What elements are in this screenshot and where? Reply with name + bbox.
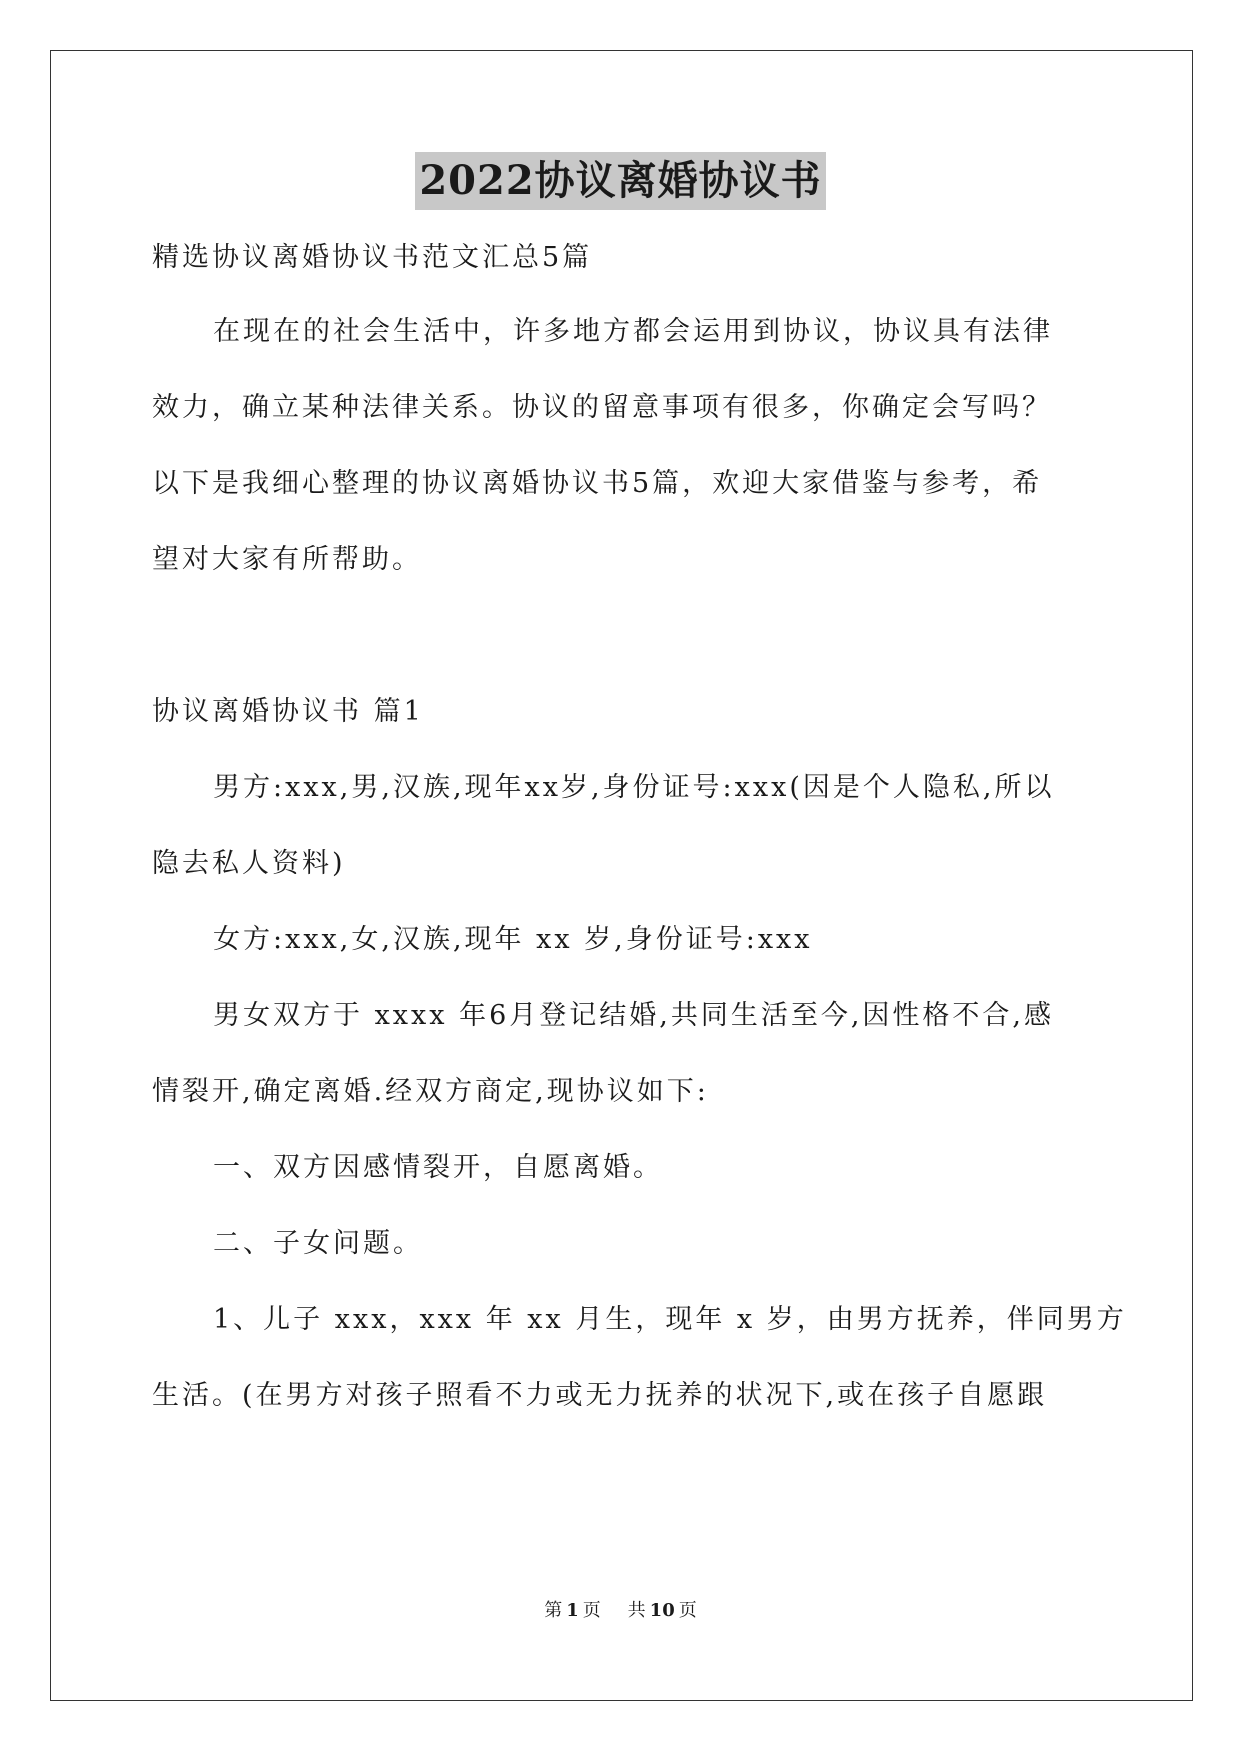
total-prefix: 共 (627, 1600, 646, 1621)
page-number: 1 (566, 1600, 579, 1621)
document-subtitle: 精选协议离婚协议书范文汇总5篇 (152, 242, 593, 273)
page-footer (0, 1598, 1241, 1624)
intro-line: 在现在的社会生活中，许多地方都会运用到协议，协议具有法律 (213, 316, 1053, 347)
body-line: 隐去私人资料) (152, 848, 346, 879)
body-line: 女方:xxx,女,汉族,现年 xx 岁,身份证号:xxx (213, 924, 813, 955)
title-container (0, 152, 1241, 210)
intro-line: 望对大家有所帮助。 (152, 544, 422, 575)
body-line: 1、儿子 xxx，xxx 年 xx 月生，现年 x 岁，由男方抚养，伴同男方 (213, 1304, 1127, 1335)
total-suffix: 页 (678, 1600, 697, 1621)
body-line: 生活。(在男方对孩子照看不力或无力抚养的状况下,或在孩子自愿跟 (152, 1380, 1048, 1411)
body-line: 情裂开,确定离婚.经双方商定,现协议如下: (152, 1076, 709, 1107)
intro-line: 效力，确立某种法律关系。协议的留意事项有很多，你确定会写吗？ (152, 392, 1052, 423)
page-prefix: 第 (544, 1600, 563, 1621)
body-line: 二、子女问题。 (213, 1228, 423, 1259)
document-title: 2022协议离婚协议书 (415, 152, 825, 210)
page-total: 10 (649, 1600, 675, 1621)
page-suffix: 页 (582, 1600, 601, 1621)
section-heading: 协议离婚协议书 篇1 (152, 696, 424, 727)
body-line: 一、双方因感情裂开，自愿离婚。 (213, 1152, 663, 1183)
body-line: 男方:xxx,男,汉族,现年xx岁,身份证号:xxx(因是个人隐私,所以 (213, 772, 1055, 803)
body-line: 男女双方于 xxxx 年6月登记结婚,共同生活至今,因性格不合,感 (213, 1000, 1054, 1031)
intro-line: 以下是我细心整理的协议离婚协议书5篇，欢迎大家借鉴与参考，希 (152, 468, 1043, 499)
